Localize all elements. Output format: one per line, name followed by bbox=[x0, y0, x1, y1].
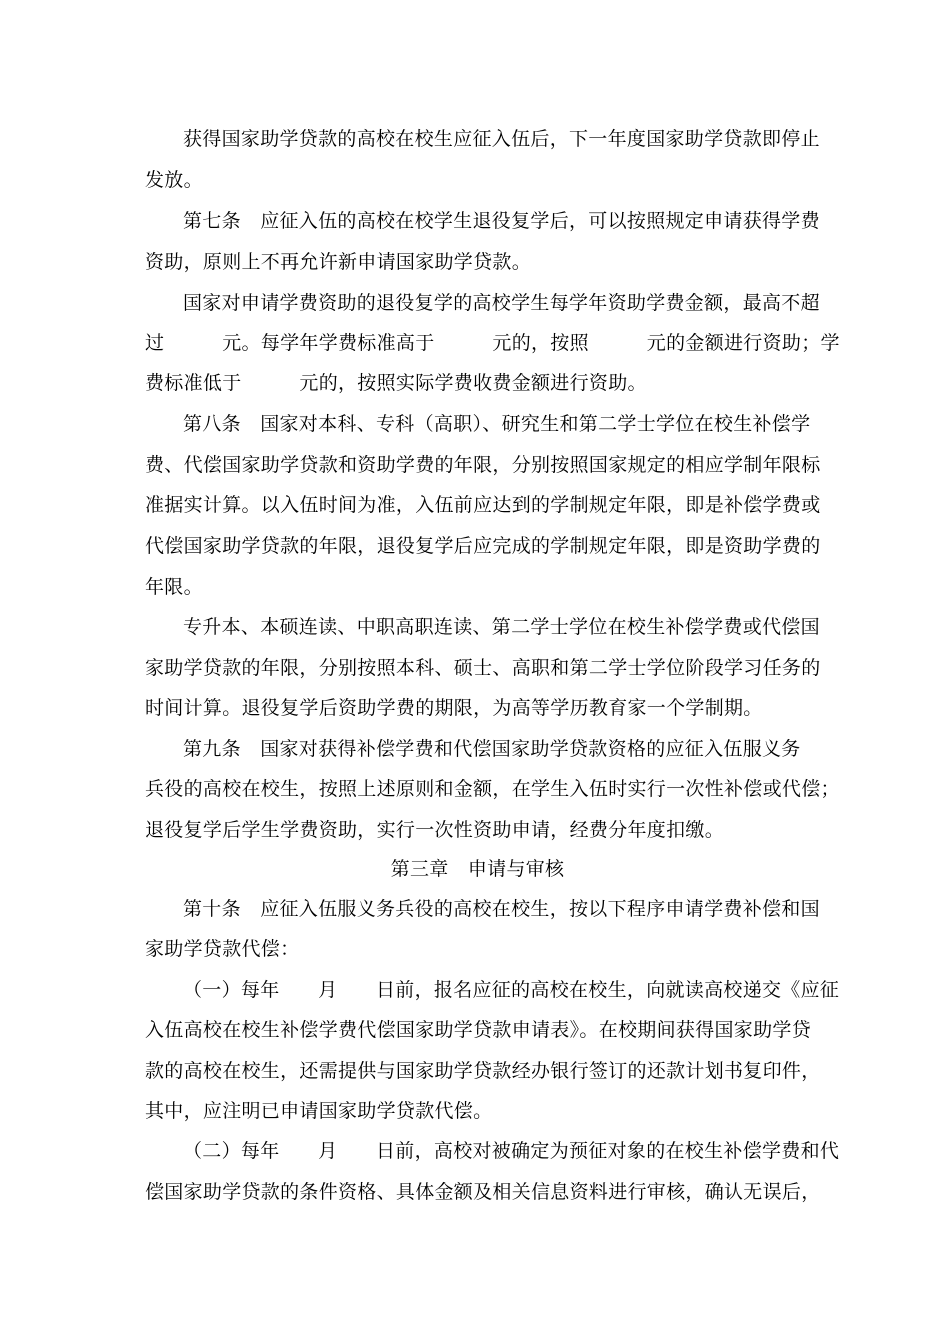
text-line: 国家对申请学费资助的退役复学的高校学生每学年资助学费金额，最高不超 bbox=[183, 292, 820, 314]
text-line: 第八条 国家对本科、专科（高职）、研究生和第二学士学位在校生补偿学 bbox=[183, 413, 811, 435]
text-line: 过 元。每学年学费标准高于 元的，按照 元的金额进行资助；学 bbox=[145, 332, 840, 354]
text-line: 年限。 bbox=[145, 576, 203, 598]
text-line: 兵役的高校在校生，按照上述原则和金额，在学生入伍时实行一次性补偿或代偿； bbox=[145, 778, 840, 800]
text-line: 其中，应注明已申请国家助学贷款代偿。 bbox=[145, 1100, 493, 1122]
text-line: 费、代偿国家助学贷款和资助学费的年限，分别按照国家规定的相应学制年限标 bbox=[145, 454, 821, 476]
text-line: （一）每年 月 日前，报名应征的高校在校生，向就读高校递交《应征 bbox=[183, 979, 840, 1001]
text-line: 专升本、本硕连读、中职高职连读、第二学士学位在校生补偿学费或代偿国 bbox=[183, 616, 820, 638]
text-line: 第七条 应征入伍的高校在校学生退役复学后，可以按照规定申请获得学费 bbox=[183, 210, 820, 232]
text-line: 入伍高校在校生补偿学费代偿国家助学贷款申请表》。在校期间获得国家助学贷 bbox=[145, 1019, 812, 1041]
text-line: 代偿国家助学贷款的年限，退役复学后应完成的学制规定年限，即是资助学费的 bbox=[145, 535, 821, 557]
text-line: 第十条 应征入伍服义务兵役的高校在校生，按以下程序申请学费补偿和国 bbox=[183, 898, 820, 920]
text-line: 款的高校在校生，还需提供与国家助学贷款经办银行签订的还款计划书复印件， bbox=[145, 1060, 821, 1082]
text-line: 退役复学后学生学费资助，实行一次性资助申请，经费分年度扣缴。 bbox=[145, 819, 725, 841]
text-line: 家助学贷款代偿： bbox=[145, 938, 300, 960]
text-line: 费标准低于 元的，按照实际学费收费金额进行资助。 bbox=[145, 372, 647, 394]
text-line: 获得国家助学贷款的高校在校生应征入伍后，下一年度国家助学贷款即停止 bbox=[183, 128, 820, 150]
text-line: 家助学贷款的年限，分别按照本科、硕士、高职和第二学士学位阶段学习任务的 bbox=[145, 657, 821, 679]
text-line: 偿国家助学贷款的条件资格、具体金额及相关信息资料进行审核，确认无误后， bbox=[145, 1181, 821, 1203]
text-line: 资助，原则上不再允许新申请国家助学贷款。 bbox=[145, 251, 532, 273]
text-line: 准据实计算。以入伍时间为准，入伍前应达到的学制规定年限，即是补偿学费或 bbox=[145, 494, 821, 516]
text-line: 第九条 国家对获得补偿学费和代偿国家助学贷款资格的应征入伍服义务 bbox=[183, 738, 801, 760]
text-line: （二）每年 月 日前，高校对被确定为预征对象的在校生补偿学费和代 bbox=[183, 1140, 840, 1162]
text-line: 发放。 bbox=[145, 169, 203, 191]
chapter-heading: 第三章 申请与审核 bbox=[390, 858, 565, 880]
text-line: 时间计算。退役复学后资助学费的期限，为高等学历教育家一个学制期。 bbox=[145, 697, 763, 719]
